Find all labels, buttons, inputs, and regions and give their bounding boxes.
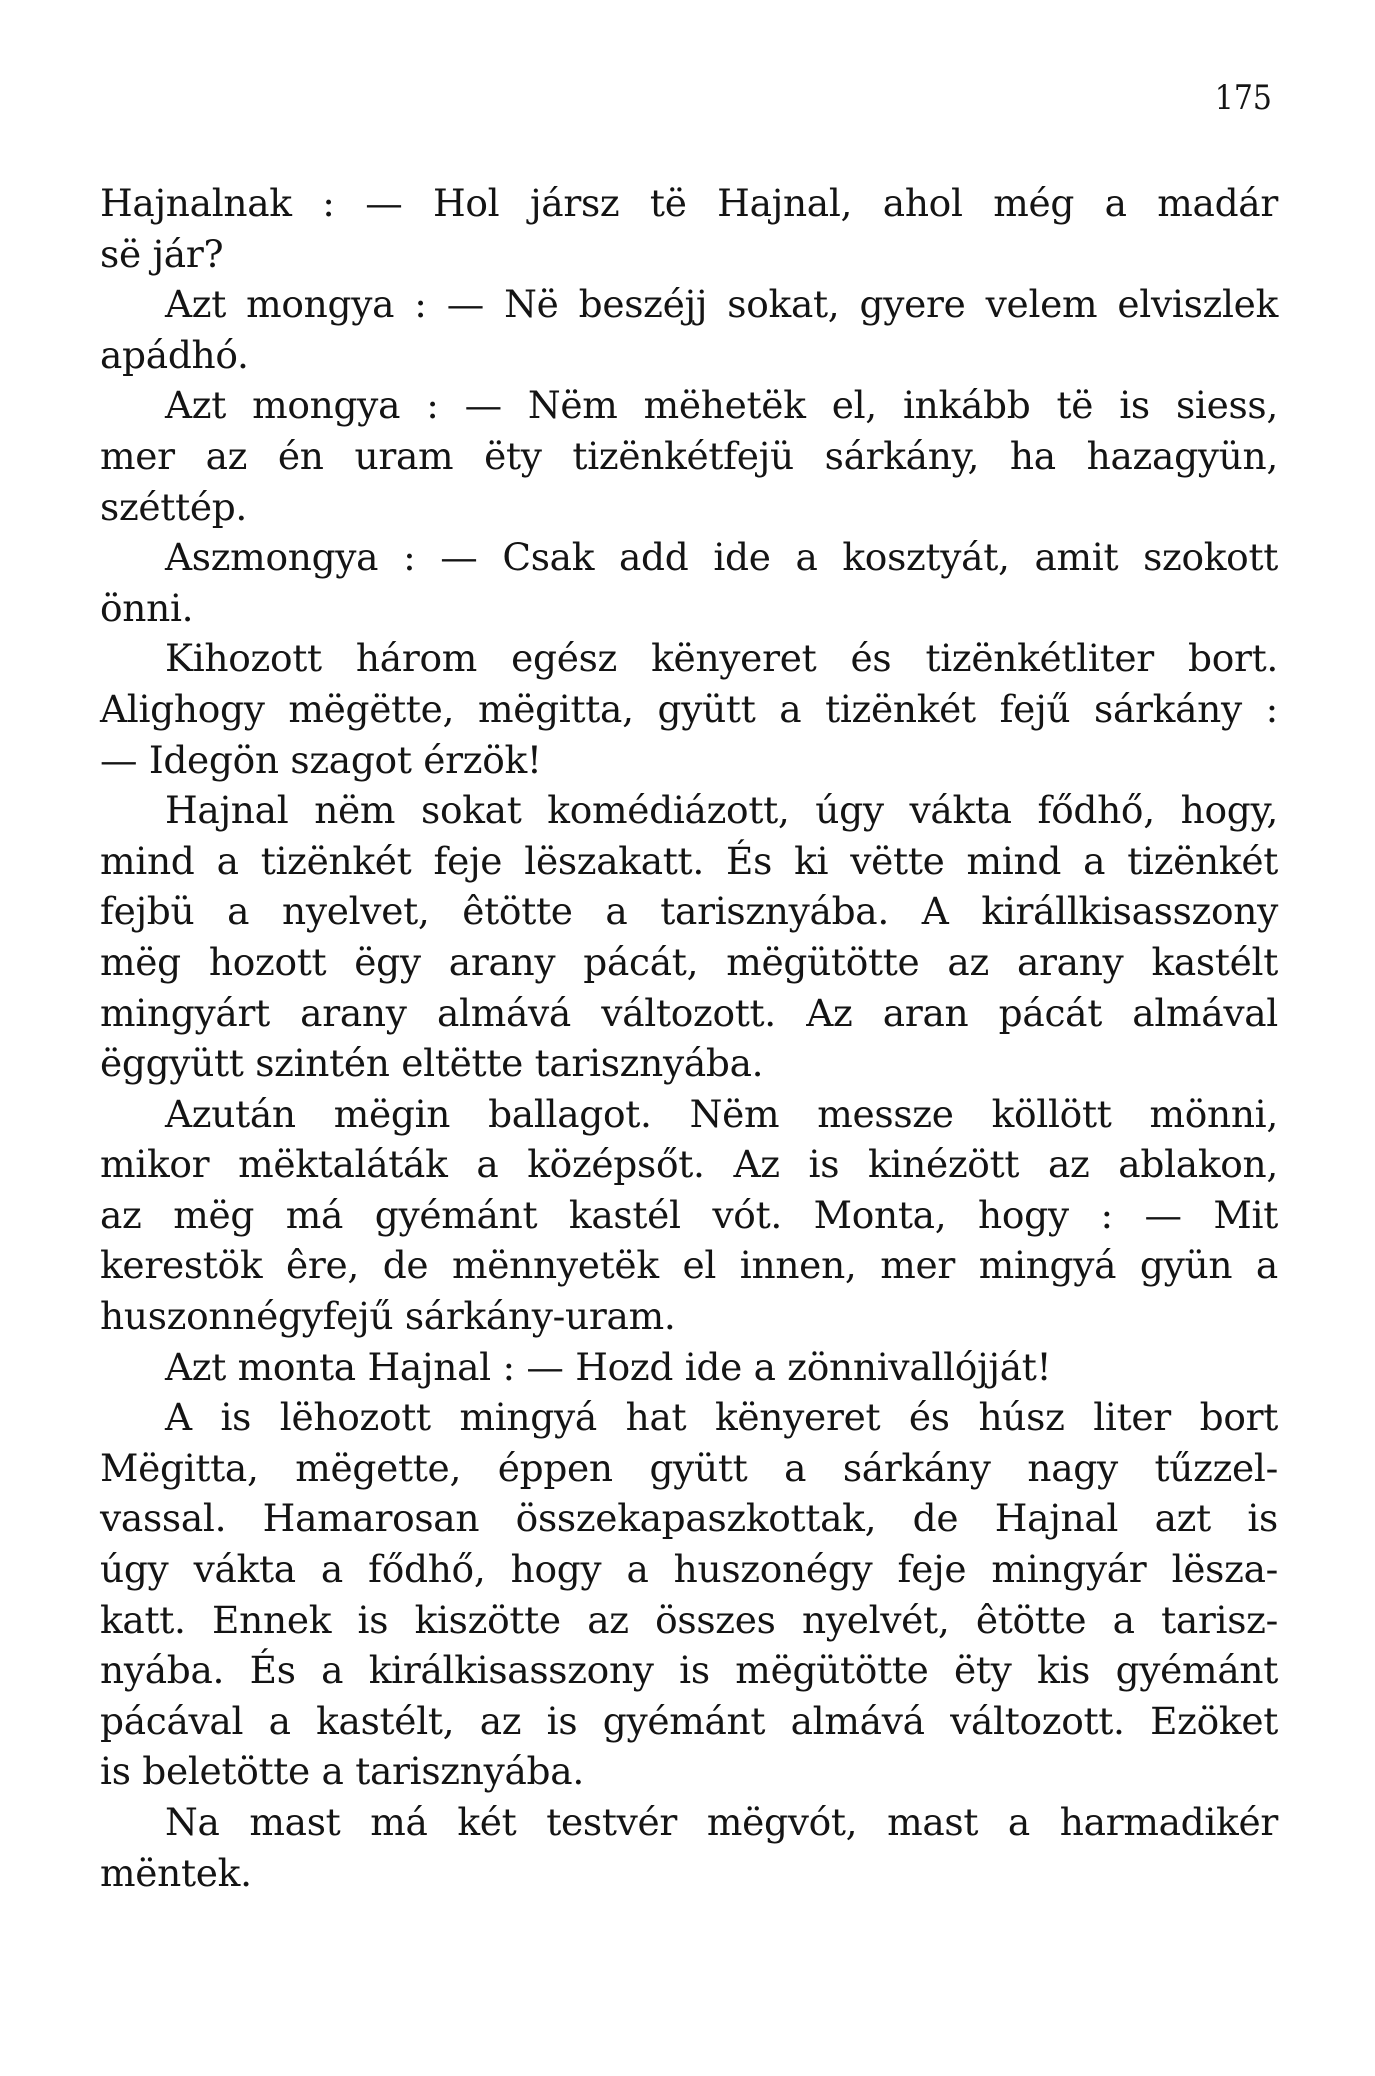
text-line: Azt mongya : — Në beszéjj sokat, gyere velem elviszlek xyxy=(165,282,1278,327)
text-line: mikor mëktaláták a középsőt. Az is kinézött az ablakon, xyxy=(100,1142,1278,1187)
text-line: is beletötte a tarisznyába. xyxy=(100,1749,584,1794)
page-number: 175 xyxy=(1214,78,1272,118)
paragraph xyxy=(100,279,1278,380)
text-line: az mëg má gyémánt kastél vót. Monta, hogy : — Mit xyxy=(100,1192,1278,1237)
text-line: — Idegön szagot érzök! xyxy=(100,737,542,782)
text-line: fejbü a nyelvet, êtötte a tarisznyába. A királlkisasszony xyxy=(100,889,1278,934)
paragraph xyxy=(100,178,1278,279)
text-line: Azután mëgin ballagot. Nëm messze köllött mönni, xyxy=(165,1091,1278,1136)
text-line: katt. Ennek is kiszötte az összes nyelvét, êtötte a tarisz- xyxy=(100,1597,1278,1642)
paragraph xyxy=(100,1342,1278,1393)
paragraph xyxy=(100,1089,1278,1342)
text-line: Hajnal nëm sokat komédiázott, úgy vákta fődhő, hogy, xyxy=(165,788,1278,833)
text-line: pácával a kastélt, az is gyémánt almává változott. Ezöket xyxy=(100,1698,1278,1743)
paragraph xyxy=(100,1797,1278,1898)
text-line: Alighogy mëgëtte, mëgitta, gyütt a tizënkét fejű sárkány : xyxy=(100,686,1278,731)
text-line: huszonnégyfejű sárkány-uram. xyxy=(100,1294,676,1339)
paragraph xyxy=(100,380,1278,532)
text-line: Mëgitta, mëgette, éppen gyütt a sárkány nagy tűzzel- xyxy=(100,1445,1278,1490)
text-line: ëggyütt szintén eltëtte tarisznyába. xyxy=(100,1041,764,1086)
text-line: mëg hozott ëgy arany pácát, mëgütötte az arany kastélt xyxy=(100,939,1278,984)
paragraph xyxy=(100,633,1278,785)
text-line: vassal. Hamarosan összekapaszkottak, de Hajnal azt is xyxy=(100,1496,1278,1541)
text-line: mind a tizënkét feje lëszakatt. És ki vëtte mind a tizënkét xyxy=(100,838,1278,883)
text-line: önni. xyxy=(100,585,194,630)
paragraph xyxy=(100,532,1278,633)
text-line: apádhó. xyxy=(100,332,249,377)
text-line: mer az én uram ëty tizënkétfejü sárkány, ha hazagyün, xyxy=(100,433,1278,478)
text-line: së jár? xyxy=(100,231,224,276)
text-line: Hajnalnak : — Hol jársz të Hajnal, ahol még a madár xyxy=(100,181,1278,225)
page-text-body xyxy=(100,178,1278,1898)
text-line: nyába. És a királkisasszony is mëgütötte ëty kis gyémánt xyxy=(100,1648,1278,1693)
text-line: kerestök êre, de mënnyetëk el innen, mer mingyá gyün a xyxy=(100,1243,1278,1288)
text-line: A is lëhozott mingyá hat kënyeret és húsz liter bort xyxy=(165,1395,1278,1440)
text-line: Azt monta Hajnal : — Hozd ide a zönnivallójját! xyxy=(165,1344,1052,1389)
text-line: úgy vákta a fődhő, hogy a huszonégy feje mingyár lësza- xyxy=(100,1547,1278,1592)
text-line: Kihozott három egész kënyeret és tizënkétliter bort. xyxy=(165,636,1278,681)
text-line: mëntek. xyxy=(100,1850,252,1895)
paragraph xyxy=(100,785,1278,1089)
text-line: Azt mongya : — Nëm mëhetëk el, inkább të is siess, xyxy=(165,383,1278,428)
text-line: Aszmongya : — Csak add ide a kosztyát, amit szokott xyxy=(165,535,1278,580)
text-line: széttép. xyxy=(100,484,248,529)
text-line: Na mast má két testvér mëgvót, mast a harmadikér xyxy=(165,1800,1278,1844)
paragraph xyxy=(100,1392,1278,1797)
text-line: mingyárt arany almává változott. Az aran pácát almával xyxy=(100,990,1278,1035)
